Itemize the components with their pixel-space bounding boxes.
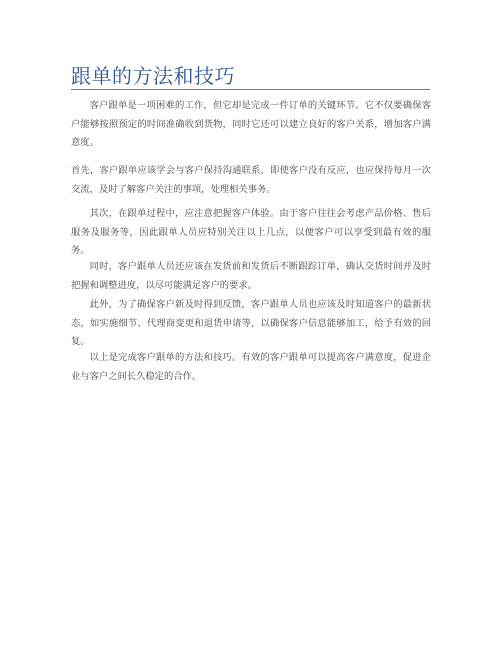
- paragraph-fourth: 此外，为了确保客户新及时得到反馈，客户跟单人员也应该及时知道客户的最新状态，如实施细节、代理商变更和退货申请等，以确保客户信息能够加工，给予有效的回复。: [71, 299, 431, 348]
- paragraph-second: 其次，在跟单过程中，应注意把握客户体验。由于客户往往会考虑产品价格、售后服务及服务等，因此跟单人员应特别关注以上几点，以便客户可以享受到最有效的服务。: [71, 208, 431, 257]
- document-title: 跟单的方法和技巧: [71, 64, 235, 88]
- paragraph-third: 同时，客户跟单人员还应该在发货前和发货后不断跟踪订单，确认交货时间并及时把握和调整进度，以尽可能满足客户的要求。: [71, 261, 431, 291]
- title-underline: [71, 89, 430, 90]
- paragraph-intro: 客户跟单是一项困难的工作，但它却是完成一件订单的关键环节。它不仅要确保客户能够按照预定的时间准确收到货物，同时它还可以建立良好的客户关系，增加客户满意度。: [71, 100, 431, 149]
- paragraph-first: 首先，客户跟单应该学会与客户保持沟通联系，即使客户没有反应，也应保持每月一次交流，及时了解客户关注的事项，处理相关事务。: [71, 165, 431, 195]
- paragraph-conclusion: 以上是完成客户跟单的方法和技巧。有效的客户跟单可以提高客户满意度，促进企业与客户之间长久稳定的合作。: [71, 352, 431, 382]
